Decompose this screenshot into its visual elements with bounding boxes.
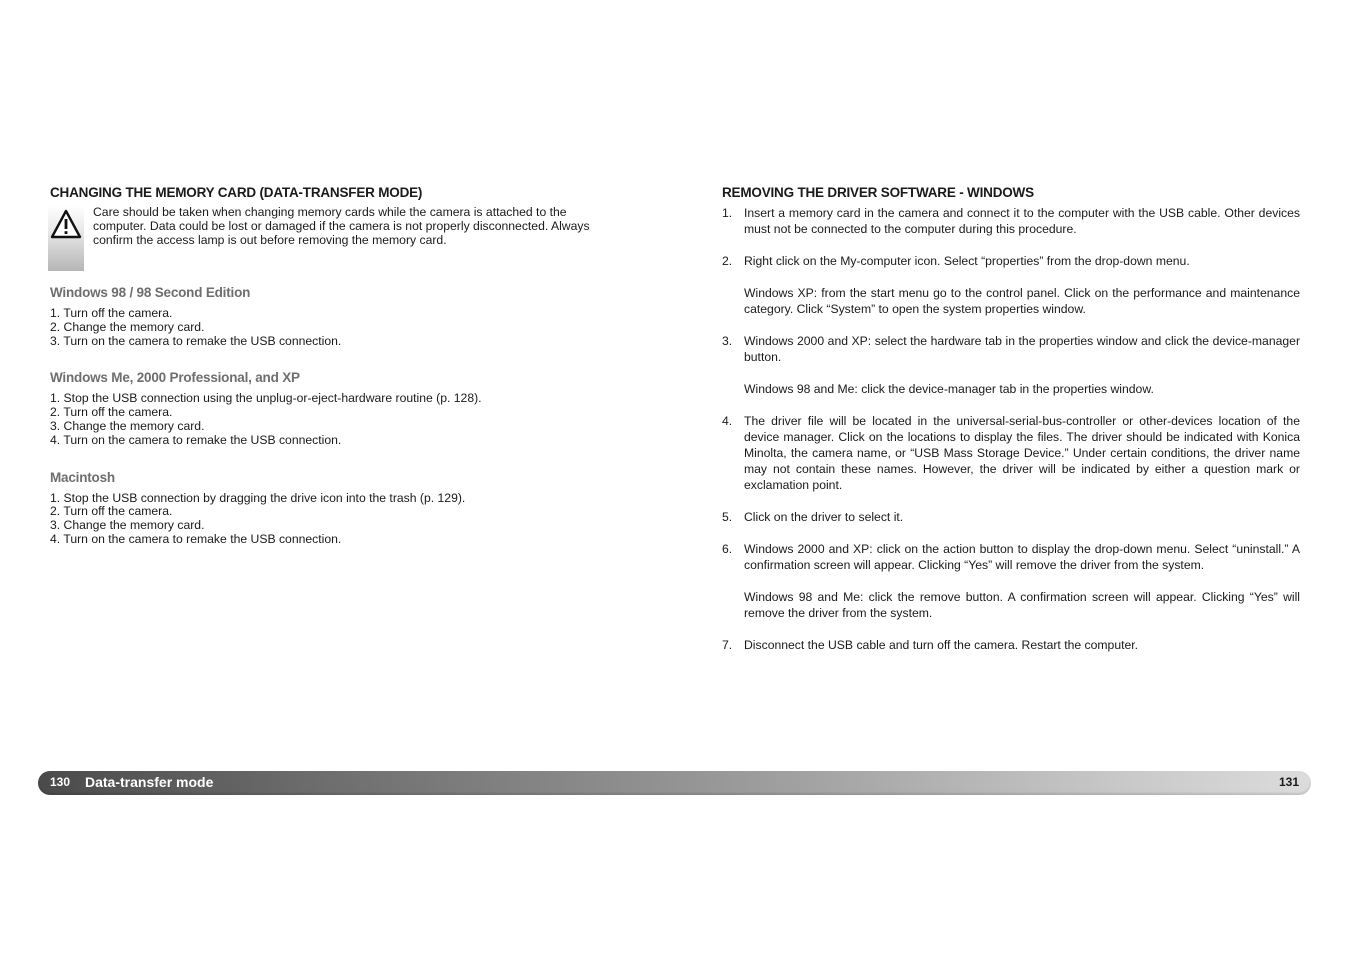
list-item: 2. Turn off the camera. — [50, 405, 173, 420]
step-paragraph: Windows 98 and Me: click the device-manager tab in the properties window. — [744, 382, 1154, 396]
section-title-macintosh: Macintosh — [50, 469, 115, 485]
page-number-left: 130 — [50, 775, 71, 789]
driver-removal-steps — [722, 205, 1300, 653]
chapter-title: Data-transfer mode — [85, 774, 214, 790]
macintosh-steps — [50, 492, 615, 547]
step-4 — [722, 413, 1300, 493]
step-number: 6. — [722, 542, 733, 556]
warning-block — [50, 205, 615, 271]
step-7 — [722, 637, 1300, 653]
step-paragraph: The driver file will be located in the universal-serial-bus-controller or other-devices location of the device manager. Click on the locations to display the files. The driver should be indicated with Konica Minolta, the camera name, or “USB Mass Storage Device.” Under certain conditions, the driver name may not contain these names. However, the driver will be indicated by either a question mark or exclamation point. — [744, 414, 1300, 492]
step-body — [744, 205, 1300, 237]
step-3 — [722, 333, 1300, 397]
windows-98-steps — [50, 307, 615, 348]
step-body — [744, 509, 1300, 525]
step-paragraph: Click on the driver to select it. — [744, 510, 904, 524]
step-paragraph: Windows 2000 and XP: click on the action button to display the drop-down menu. Select “uninstall.” A confirmation screen will appear. Clicking “Yes” will remove the driver from the system. — [744, 542, 1300, 572]
list-item: 2. Change the memory card. — [50, 319, 205, 334]
section-title-windows-me-xp: Windows Me, 2000 Professional, and XP — [50, 370, 300, 386]
warning-text: Care should be taken when changing memory cards while the camera is attached to the computer. Data could be lost or damaged if the camera is not properly disconnected. Always confirm the access lamp is out before removing the memory card. — [93, 205, 590, 247]
step-6 — [722, 541, 1300, 621]
list-item: 3. Change the memory card. — [50, 418, 205, 433]
step-number: 5. — [722, 510, 733, 524]
step-paragraph: Disconnect the USB cable and turn off the camera. Restart the computer. — [744, 638, 1139, 652]
step-body — [744, 413, 1300, 493]
left-page-heading: CHANGING THE MEMORY CARD (DATA-TRANSFER MODE) — [50, 185, 423, 200]
step-body — [744, 333, 1300, 397]
footer-bar — [38, 771, 1311, 795]
page-number-right: 131 — [1278, 775, 1299, 789]
list-item: 3. Turn on the camera to remake the USB connection. — [50, 333, 342, 348]
step-paragraph: Windows 2000 and XP: select the hardware tab in the properties window and click the device-manager button. — [744, 334, 1300, 364]
step-paragraph: Right click on the My-computer icon. Select “properties” from the drop-down menu. — [744, 254, 1190, 268]
step-1 — [722, 205, 1300, 237]
list-item: 1. Stop the USB connection by dragging the drive icon into the trash (p. 129). — [50, 490, 466, 505]
list-item: 4. Turn on the camera to remake the USB connection. — [50, 432, 342, 447]
section-title-windows-98: Windows 98 / 98 Second Edition — [50, 285, 251, 300]
list-item: 4. Turn on the camera to remake the USB connection. — [50, 531, 342, 546]
warning-icon — [48, 205, 84, 271]
step-number: 4. — [722, 414, 733, 428]
step-body — [744, 253, 1300, 317]
list-item: 1. Turn off the camera. — [50, 306, 173, 320]
step-number: 3. — [722, 334, 733, 348]
list-item: 2. Turn off the camera. — [50, 504, 173, 519]
list-item: 1. Stop the USB connection using the unplug-or-eject-hardware routine (p. 128). — [50, 391, 482, 406]
step-body — [744, 637, 1300, 653]
step-number: 1. — [722, 206, 733, 220]
windows-me-xp-steps — [50, 392, 615, 447]
left-page — [50, 185, 615, 569]
step-body — [744, 541, 1300, 621]
step-5 — [722, 509, 1300, 525]
list-item: 3. Change the memory card. — [50, 518, 205, 533]
step-paragraph: Windows XP: from the start menu go to the control panel. Click on the performance and maintenance category. Click “System” to open the system properties window. — [744, 286, 1300, 316]
right-page — [722, 185, 1300, 669]
step-paragraph: Insert a memory card in the camera and connect it to the computer with the USB cable. Other devices must not be connected to the computer during this procedure. — [744, 206, 1300, 236]
step-number: 2. — [722, 254, 733, 268]
step-2 — [722, 253, 1300, 317]
step-number: 7. — [722, 638, 733, 652]
right-page-heading: REMOVING THE DRIVER SOFTWARE - WINDOWS — [722, 185, 1034, 200]
step-paragraph: Windows 98 and Me: click the remove button. A confirmation screen will appear. Clicking “Yes” will remove the driver from the system. — [744, 590, 1300, 620]
